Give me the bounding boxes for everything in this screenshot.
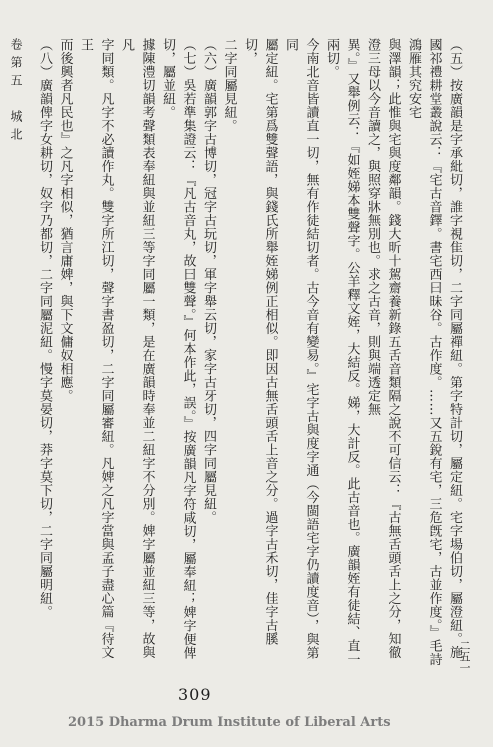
text-column: （八）廣韻俾字女耕切，奴字乃都切，二字同屬泥紐。慢字莫晏切，莽字莫下切，二字同屬明紐。: [37, 38, 52, 619]
text-column: 二字同屬見紐。: [221, 38, 237, 133]
text-column: 而後興者凡民也』之凡字相似，猶言庸婢，與下文傭奴相應。: [57, 38, 73, 403]
text-column: （五）按廣韻是字承紕切，誰字視隹切，二字同屬禪紐。第字特計切，屬定紐。宅字場伯切，屬澄紐。施國祁禮耕堂叢說云：『宅古音鐸。書宅西曰昧谷。古作度。……又五銳有宅，三危旣宅，古並作度。』毛詩鴻雁其究安宅: [406, 38, 462, 666]
commentary-text: [34, 38, 464, 668]
text-column: （七）吳若準集證云：『凡古音丸，故曰雙聲。』何本作此，誤。』按廣韻凡字符咸切，屬奉紐；婢字便俾切，屬並紐。: [160, 38, 196, 660]
text-column: 今南北音皆讀直一切，無有作徒結切者。古今音有變易。』宅字古與度字通（今閩語宅字仍讀度音），與第同: [283, 38, 319, 660]
page-number: 309: [178, 685, 212, 704]
text-column: 屬定紐。宅第爲雙聲語，與錢氏所舉姪娣例正相似。即因古無舌頭舌上音之分。過字古禾切，佳字古膎切，: [242, 38, 278, 646]
text-column: 異。』又舉例云：『如姪娣本雙聲字。公羊釋文姪，大結反。娣，大計反。此古音也。廣韻姪有徒結、直一兩切。: [324, 38, 360, 666]
right-folio: 二五一: [458, 640, 471, 673]
text-column: （六）廣韻郭字古博切，冠字古玩切，軍字舉云切，家字古牙切，四字同屬見紐。: [201, 38, 216, 524]
text-column: 據陳澧切韻考聲類表奉紐與並紐三等字同屬一類，是在廣韻時奉並二紐字不分別。婢字屬並紐三等，故與凡: [119, 38, 155, 659]
chapter-folio: 卷第五 城北: [9, 38, 23, 146]
text-column: 字同類。凡字不必讀作丸。雙字所江切，聲字書盈切，二字同屬審紐。凡婢之凡字當與孟子盡心篇『待文王: [78, 38, 114, 659]
text-column: 與澤韻；此惟與宅與度鄰韻。錢大昕十駕齋養新錄五舌音類隔之說不可信云：『古無舌頭舌上之分，知徹澄三母以今音讀之，與照穿牀無別也。求之古音，則與端透定無: [365, 38, 401, 659]
watermark-footer: 2015 Dharma Drum Institute of Liberal Arts: [68, 715, 391, 730]
